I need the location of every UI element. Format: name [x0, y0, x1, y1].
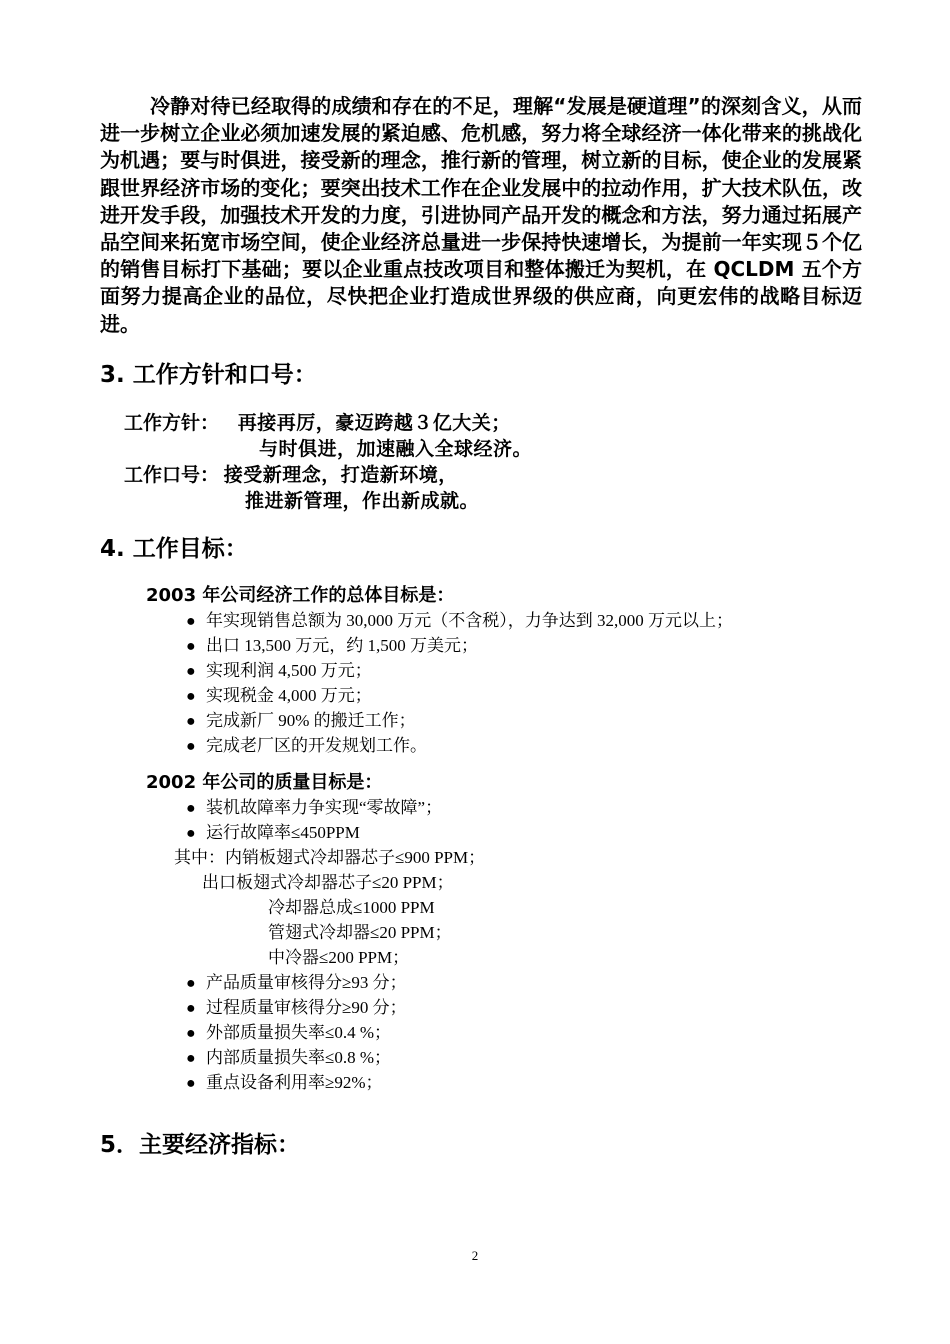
list-item: ● 实现税金 4,000 万元；: [186, 683, 733, 708]
policy-label: 工作方针：: [124, 412, 220, 434]
list-item: ● 完成老厂区的开发规划工作。: [186, 733, 733, 758]
breakdown-line-3: 冷却器总成≤1000 PPM: [268, 898, 435, 917]
bullet-icon: ●: [186, 1000, 196, 1017]
slogan-text-1: 接受新理念，打造新环境，: [223, 464, 458, 486]
bullet-icon: ●: [186, 613, 196, 630]
list-item: ● 装机故障率力争实现“零故障”；: [186, 795, 442, 820]
policy-line-1: [124, 410, 511, 437]
list-item: ● 实现利润 4,500 万元；: [186, 658, 733, 683]
section-5-heading: 5．主要经济指标：: [100, 1132, 301, 1158]
policy-text-1: 再接再厉，豪迈跨越３亿大关；: [237, 412, 511, 434]
bullet-icon: ●: [186, 800, 196, 817]
bullet-icon: ●: [186, 1075, 196, 1092]
list-item: ● 过程质量审核得分≥90 分；: [186, 995, 407, 1020]
slogan-line-2: [245, 488, 479, 515]
slogan-line-1: [124, 462, 458, 489]
bullet-icon: ●: [186, 1025, 196, 1042]
bullet-icon: ●: [186, 825, 196, 842]
bullet-icon: ●: [186, 738, 196, 755]
breakdown-line-5: 中冷器≤200 PPM；: [268, 948, 410, 967]
policy-line-2: [259, 436, 532, 463]
list-item: ● 外部质量损失率≤0.4 %；: [186, 1020, 407, 1045]
bullet-icon: ●: [186, 638, 196, 655]
section-4-heading: 4. 工作目标：: [100, 536, 248, 562]
list-item: ● 重点设备利用率≥92%；: [186, 1070, 407, 1095]
bullet-icon: ●: [186, 688, 196, 705]
quality-goals-heading: 2002 年公司的质量目标是：: [146, 772, 383, 793]
page-number: 2: [471, 1248, 479, 1263]
policy-text-2: 与时俱进，加速融入全球经济。: [259, 438, 533, 460]
bullet-icon: ●: [186, 1050, 196, 1067]
intro-paragraph: 冷静对待已经取得的成绩和存在的不足，理解“发展是硬道理”的深刻含义，从而进一步树立企业必须加速发展的紧迫感、危机感，努力将全球经济一体化带来的挑战化为机遇；要与时俱进，接受新的理念，推行新的管理，树立新的目标，使企业的发展紧跟世界经济市场的变化；要突出技术工作在企业发展中的拉动作用，扩大技术队伍，改进开发手段，加强技术开发的力度，引进协同产品开发的概念和方法，努力通过拓展产品空间来拓宽市场空间，使企业经济总量进一步保持快速增长，为提前一年实现５个亿的销售目标打下基础；要以企业重点技改项目和整体搬迁为契机，在 QCLDM 五个方面努力提高企业的品位，尽快把企业打造成世界级的供应商，向更宏伟的战略目标迈进。: [100, 94, 862, 336]
slogan-text-2: 推进新管理，作出新成就。: [245, 490, 480, 512]
list-item: ● 产品质量审核得分≥93 分；: [186, 970, 407, 995]
quality-goals-list-b: [186, 970, 407, 1095]
economic-goals-list: [186, 608, 733, 758]
bullet-icon: ●: [186, 663, 196, 680]
quality-goals-list-a: [186, 795, 442, 845]
bullet-icon: ●: [186, 975, 196, 992]
section-3-heading: 3. 工作方针和口号：: [100, 362, 317, 388]
economic-goals-heading: 2003 年公司经济工作的总体目标是：: [146, 585, 455, 606]
list-item: ● 运行故障率≤450PPM: [186, 820, 442, 845]
list-item: ● 出口 13,500 万元，约 1,500 万美元；: [186, 633, 733, 658]
breakdown-line-4: 管翅式冷却器≤20 PPM；: [268, 923, 452, 942]
slogan-label: 工作口号：: [124, 464, 220, 486]
list-item: ● 完成新厂 90% 的搬迁工作；: [186, 708, 733, 733]
breakdown-line-2: 出口板翅式冷却器芯子≤20 PPM；: [202, 873, 454, 892]
breakdown-line-1: 其中：内销板翅式冷却器芯子≤900 PPM；: [174, 848, 486, 867]
bullet-icon: ●: [186, 713, 196, 730]
list-item: ● 年实现销售总额为 30,000 万元（不含税），力争达到 32,000 万元以上；: [186, 608, 733, 633]
list-item: ● 内部质量损失率≤0.8 %；: [186, 1045, 407, 1070]
